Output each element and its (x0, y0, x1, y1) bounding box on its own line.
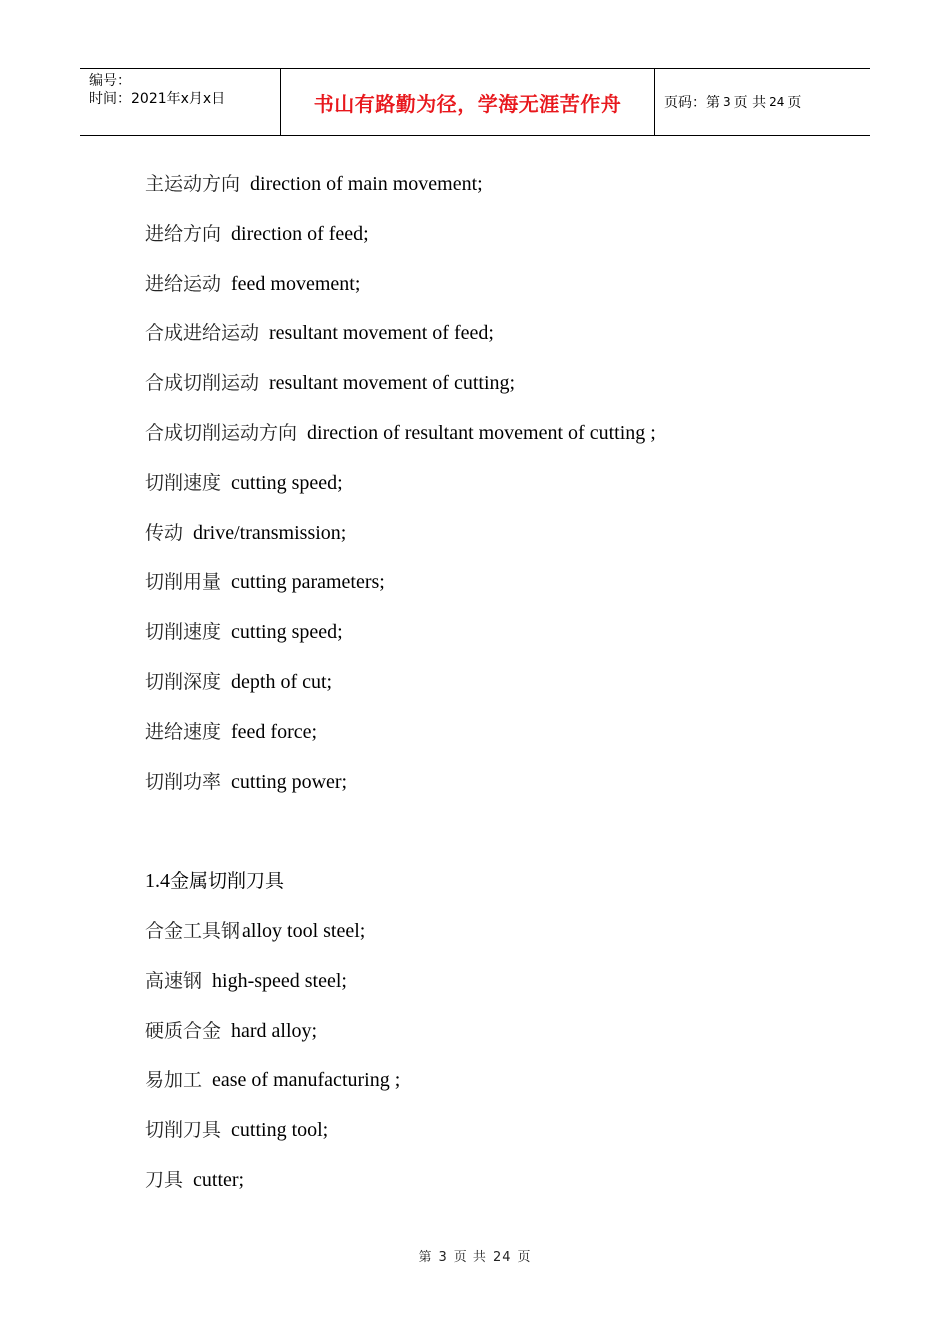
term-english: cutting parameters; (231, 571, 385, 594)
term-chinese: 切削功率 (145, 770, 222, 793)
glossary-list-tools (145, 915, 845, 1214)
page-footer (0, 1246, 950, 1265)
term-chinese: 切削速度 (145, 621, 222, 644)
term-chinese: 合成进给运动 (145, 322, 260, 345)
glossary-entry (145, 218, 845, 268)
glossary-entry (145, 317, 845, 367)
header-motto: 书山有路勤为径，学海无涯苦作舟 (281, 69, 655, 135)
term-english: feed movement; (231, 272, 361, 295)
page-header (80, 68, 870, 136)
term-chinese: 合成切削运动 (145, 372, 260, 395)
term-chinese: 进给速度 (145, 720, 222, 743)
term-english: feed force; (231, 720, 318, 743)
glossary-entry (145, 965, 845, 1015)
term-chinese: 合金工具钢 (145, 920, 241, 942)
term-english: cutting speed; (231, 621, 343, 644)
term-chinese: 切削刀具 (145, 1119, 222, 1142)
header-page-current: 3 (723, 95, 731, 109)
term-chinese: 硬质合金 (145, 1019, 222, 1042)
glossary-entry (145, 616, 845, 666)
term-english: drive/transmission; (193, 521, 347, 544)
term-english: depth of cut; (231, 670, 333, 693)
glossary-entry (145, 417, 845, 467)
term-chinese: 易加工 (145, 1069, 203, 1092)
term-english: cutting power; (231, 770, 348, 793)
term-english: cutting speed; (231, 471, 343, 494)
glossary-entry (145, 1015, 845, 1065)
section-heading (145, 865, 284, 897)
glossary-entry (145, 268, 845, 318)
term-english: resultant movement of feed; (269, 322, 494, 345)
section-number: 1.4 (145, 870, 170, 892)
term-english: ease of manufacturing ; (212, 1069, 401, 1092)
footer-suffix: 页 (517, 1250, 532, 1265)
term-english: cutter; (193, 1168, 245, 1191)
term-chinese: 切削速度 (145, 471, 222, 494)
term-english: direction of feed; (231, 222, 369, 245)
term-chinese: 合成切削运动方向 (145, 421, 298, 444)
header-page-info (655, 69, 870, 135)
header-page-suffix: 页 (787, 95, 802, 111)
header-page-prefix: 页码：第 (664, 95, 720, 111)
glossary-entry (145, 1064, 845, 1114)
header-page-middle: 页 共 (733, 95, 767, 111)
glossary-entry (145, 1114, 845, 1164)
term-chinese: 传动 (145, 521, 184, 544)
glossary-entry (145, 766, 845, 816)
term-english: hard alloy; (231, 1019, 318, 1042)
term-chinese: 进给运动 (145, 272, 222, 295)
glossary-entry (145, 168, 845, 218)
glossary-entry (145, 566, 845, 616)
term-chinese: 切削用量 (145, 571, 222, 594)
section-title: 金属切削刀具 (170, 870, 285, 892)
header-page-total: 24 (769, 95, 785, 109)
glossary-entry (145, 1164, 845, 1214)
document-time-label: 时间：2021年x月x日 (89, 91, 226, 107)
term-english: direction of main movement; (250, 173, 483, 195)
glossary-entry (145, 666, 845, 716)
footer-middle: 页 共 (453, 1250, 487, 1265)
term-chinese: 刀具 (145, 1168, 184, 1191)
glossary-entry (145, 716, 845, 766)
glossary-list (145, 168, 845, 815)
term-english: alloy tool steel; (242, 920, 366, 942)
term-english: high-speed steel; (212, 969, 347, 992)
glossary-entry (145, 467, 845, 517)
footer-prefix: 第 (418, 1250, 433, 1265)
glossary-entry (145, 517, 845, 567)
term-chinese: 进给方向 (145, 222, 222, 245)
glossary-entry (145, 915, 845, 965)
footer-page-current: 3 (438, 1250, 448, 1265)
term-chinese: 切削深度 (145, 670, 222, 693)
term-chinese: 高速钢 (145, 969, 203, 992)
header-meta (80, 69, 281, 135)
term-chinese: 主运动方向 (145, 173, 241, 195)
glossary-entry (145, 367, 845, 417)
footer-page-total: 24 (492, 1250, 512, 1265)
term-english: direction of resultant movement of cutting ; (307, 421, 656, 444)
document-number-label: 编号： (89, 73, 131, 89)
term-english: cutting tool; (231, 1119, 329, 1142)
term-english: resultant movement of cutting; (269, 372, 516, 395)
